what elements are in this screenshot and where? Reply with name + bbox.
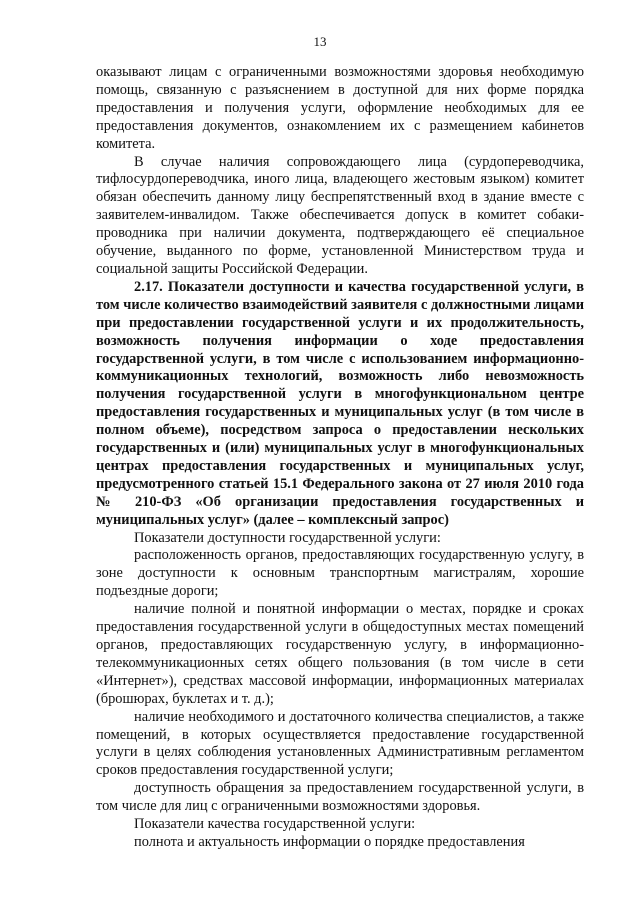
list-item-location: расположенность органов, предоставляющих государственную услугу, в зоне доступности к основным транспортным магистралям, хорошие подъездные дороги; (96, 547, 584, 600)
list-item-completeness: полнота и актуальность информации о порядке предоставления (134, 833, 525, 850)
paragraph-accessibility-indicators-title: Показатели доступности государственной услуги: (134, 529, 441, 546)
paragraph-staff-assistance: оказывают лицам с ограниченными возможностями здоровья необходимую помощь, связанную с разъяснением в доступной для них форме порядка предоставления и получения услуги, оформление необходимых для ее предоставления документов, ознакомлением их с размещением кабинетов комитета. (96, 64, 584, 152)
section-heading-2-17: 2.17. Показатели доступности и качества государственной услуги, в том числе количество взаимодействий заявителя с должностными лицами при предоставлении государственной услуги и их продолжительность, возможность получения информации о ходе предоставления государственной услуги, в том числе с использованием информационно-коммуникационных технологий, возможность либо невозможность получения государственной услуги в многофункциональном центре предоставления государственных и муниципальных услуг (в том числе в полном объеме), посредством запроса о предоставлении нескольких государственных и (или) муниципальных услуг в многофункциональных центрах предоставления государственных и муниципальных услуг, предусмотренного статьей 15.1 Федерального закона от 27 июля 2010 года № 210-ФЗ «Об организации предоставления государственных и муниципальных услуг» (далее – комплексный запрос) (96, 278, 584, 528)
paragraph-quality-indicators-title: Показатели качества государственной услуги: (134, 816, 416, 833)
page-number: 13 (313, 34, 327, 49)
page-body (96, 64, 584, 852)
list-item-information: наличие полной и понятной информации о местах, порядке и сроках предоставления государственной услуги в общедоступных местах помещений органов, предоставляющих государственную услугу, в информационно-телекоммуникационных сетях общего пользования (в том числе в сети «Интернет»), средствах массовой информации, информационных материалах (брошюрах, буклетах и т. д.); (96, 601, 584, 707)
paragraph-accompanying-person: В случае наличия сопровождающего лица (сурдопереводчика, тифлосурдопереводчика, иного лица, владеющего жестовым языком) комитет обязан обеспечить данному лицу беспрепятственный вход в здание вместе с заявителем-инвалидом. Также обеспечивается допуск в комитет собаки-проводника при наличии документа, подтверждающего её специальное обучение, выданного по форме, установленной Министерством труда и социальной защиты Российской Федерации. (96, 153, 584, 277)
list-item-specialists: наличие необходимого и достаточного количества специалистов, а также помещений, в которых осуществляется предоставление государственной услуги в целях соблюдения установленных Административным регламентом сроков предоставления государственной услуги; (96, 708, 584, 779)
list-item-accessibility: доступность обращения за предоставлением государственной услуги, в том числе для лиц с ограниченными возможностями здоровья. (96, 780, 584, 815)
